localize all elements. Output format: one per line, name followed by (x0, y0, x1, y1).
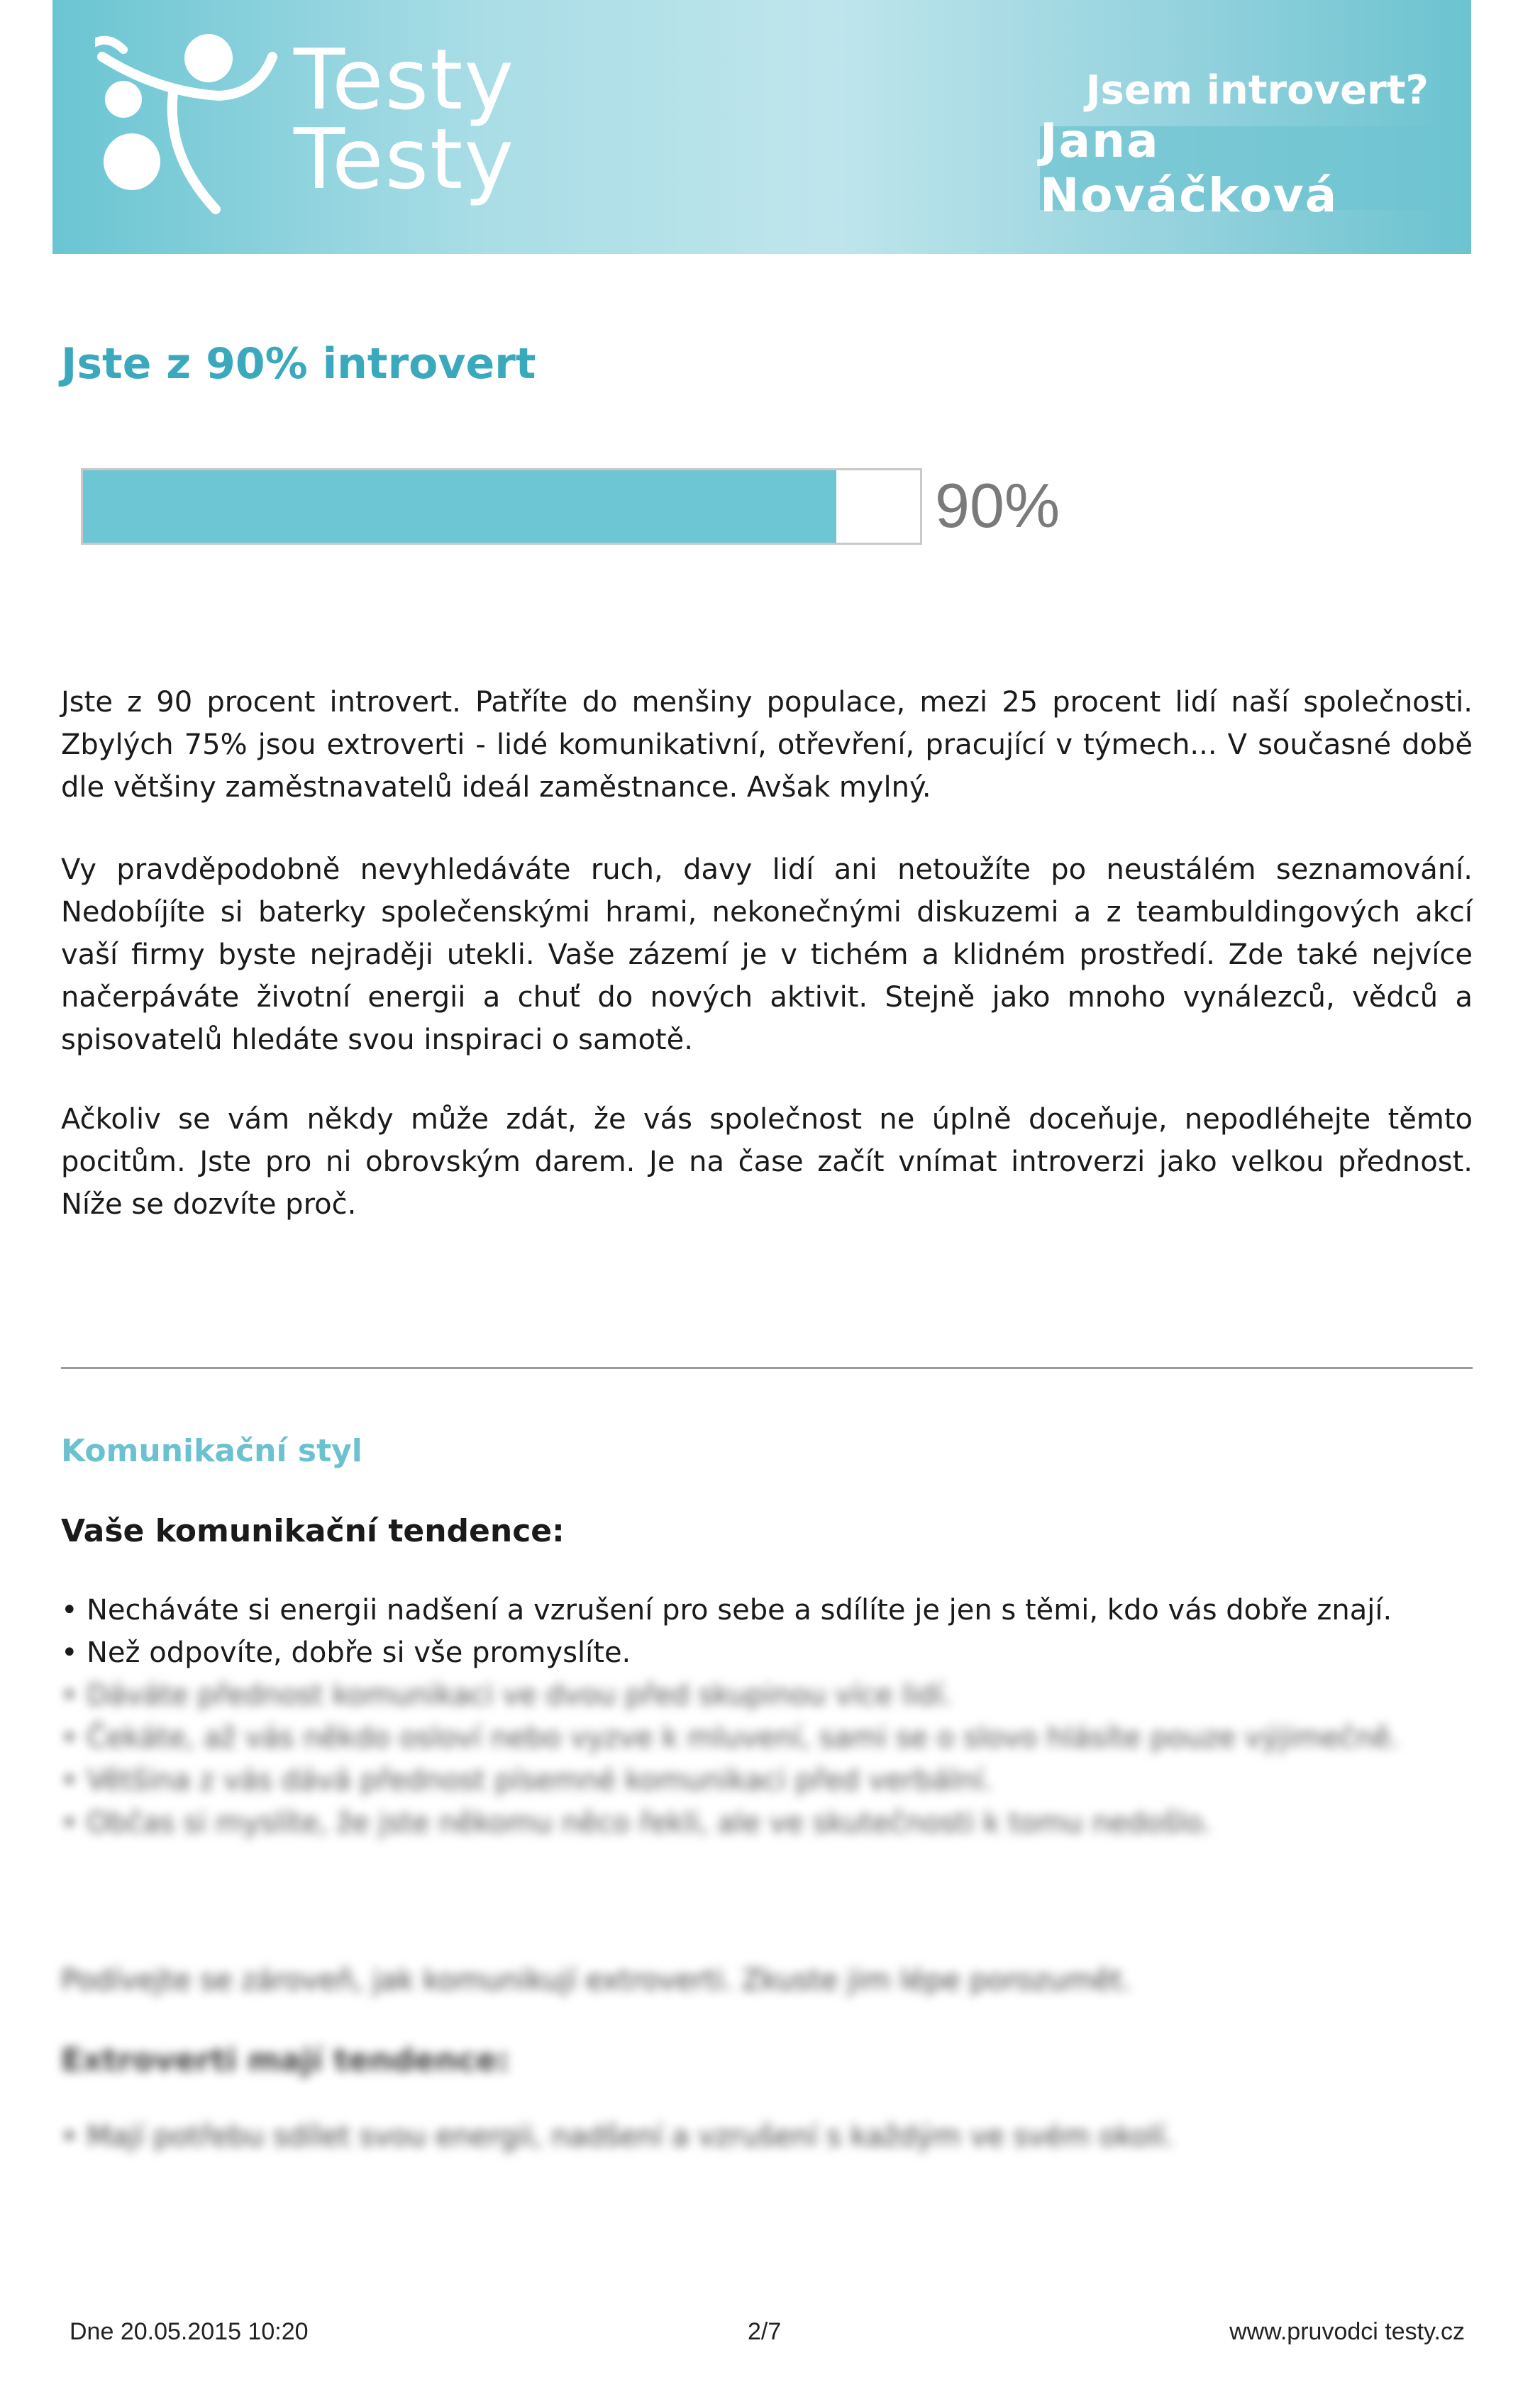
logo-wordmark: Testy Testy (294, 31, 516, 208)
result-heading: Jste z 90% introvert (61, 339, 536, 389)
list-item: • Necháváte si energii nadšení a vzrušení pro sebe a sdílíte je jen s těmi, kdo vás dobře znají. (61, 1589, 1473, 1632)
blurred-subtitle: Extroverti mají tendence: (61, 2042, 510, 2078)
progress-fill (83, 470, 836, 543)
user-name: Jana Nováčková (1040, 113, 1339, 223)
user-name-badge (1040, 113, 1451, 223)
list-item: • Občas si myslíte, že jste někomu něco řekli, ale ve skutečnosti k tomu nedošlo. (61, 1802, 1473, 1844)
introvert-progress-bar (81, 468, 922, 545)
communication-bullet-list (61, 1589, 1473, 1674)
communication-subtitle: Vaše komunikační tendence: (61, 1513, 565, 1549)
section-title-communication: Komunikační styl (61, 1433, 362, 1469)
list-item: • Čekáte, až vás někdo osloví nebo vyzve k mluvení, sami se o slovo hlásíte pouze výjimečně. (61, 1717, 1473, 1759)
section-divider (61, 1367, 1473, 1369)
footer-date: Dne 20.05.2015 10:20 (70, 2318, 309, 2345)
paragraph-1: Jste z 90 procent introvert. Patříte do menšiny populace, mezi 25 procent lidí naší společnosti. Zbylých 75% jsou extroverti - lidé komunikativní, otřevření, pracující v týmech... V současné době dle většiny zaměstnavatelů ideál zaměstnance. Avšak mylný. (61, 686, 1473, 804)
blurred-bullet-list (61, 1674, 1473, 1844)
footer-page-number: 2/7 (748, 2318, 782, 2345)
logo-figures-icon (95, 28, 279, 220)
header-banner (52, 0, 1471, 254)
progress-percent-label: 90% (935, 470, 1060, 541)
test-title: Jsem introvert? (1085, 67, 1429, 113)
list-item: • Dáváte přednost komunikaci ve dvou před skupinou více lidí. (61, 1674, 1473, 1717)
paragraph-2: Vy pravděpodobně nevyhledáváte ruch, davy lidí ani netoužíte po neustálém seznamování. Nedobíjíte si baterky společenskými hrami, nekonečnými diskuzemi a z teambuldingových akcí vaší firmy byste nejraději utekli. Vaše zázemí je v tichém a klidném prostředí. Zde také nejvíce načerpáváte životní energii a chuť do nových aktivit. Stejně jako mnoho vynálezců, vědců a spisovatelů hledáte svou inspiraci o samotě. (61, 853, 1473, 1056)
footer-url: www.pruvodci testy.cz (1229, 2318, 1465, 2345)
list-item: • Většina z vás dává přednost písemné komunikaci před verbální. (61, 1759, 1473, 1802)
paragraph-3: Ačkoliv se vám někdy může zdát, že vás společnost ne úplně doceňuje, nepodléhejte těmto pocitům. Jste pro ni obrovským darem. Je na čase začít vnímat introverzi jako velkou přednost. Níže se dozvíte proč. (61, 1103, 1473, 1221)
blurred-bullet: • Mají potřebu sdílet svou energii, nadšení a vzrušení s každým ve svém okolí. (61, 2115, 1174, 2158)
list-item: • Než odpovíte, dobře si vše promyslíte. (61, 1632, 1473, 1674)
blurred-paragraph: Podívejte se zároveň, jak komunikují extroverti. Zkuste jim lépe porozumět. (61, 1964, 1131, 1997)
